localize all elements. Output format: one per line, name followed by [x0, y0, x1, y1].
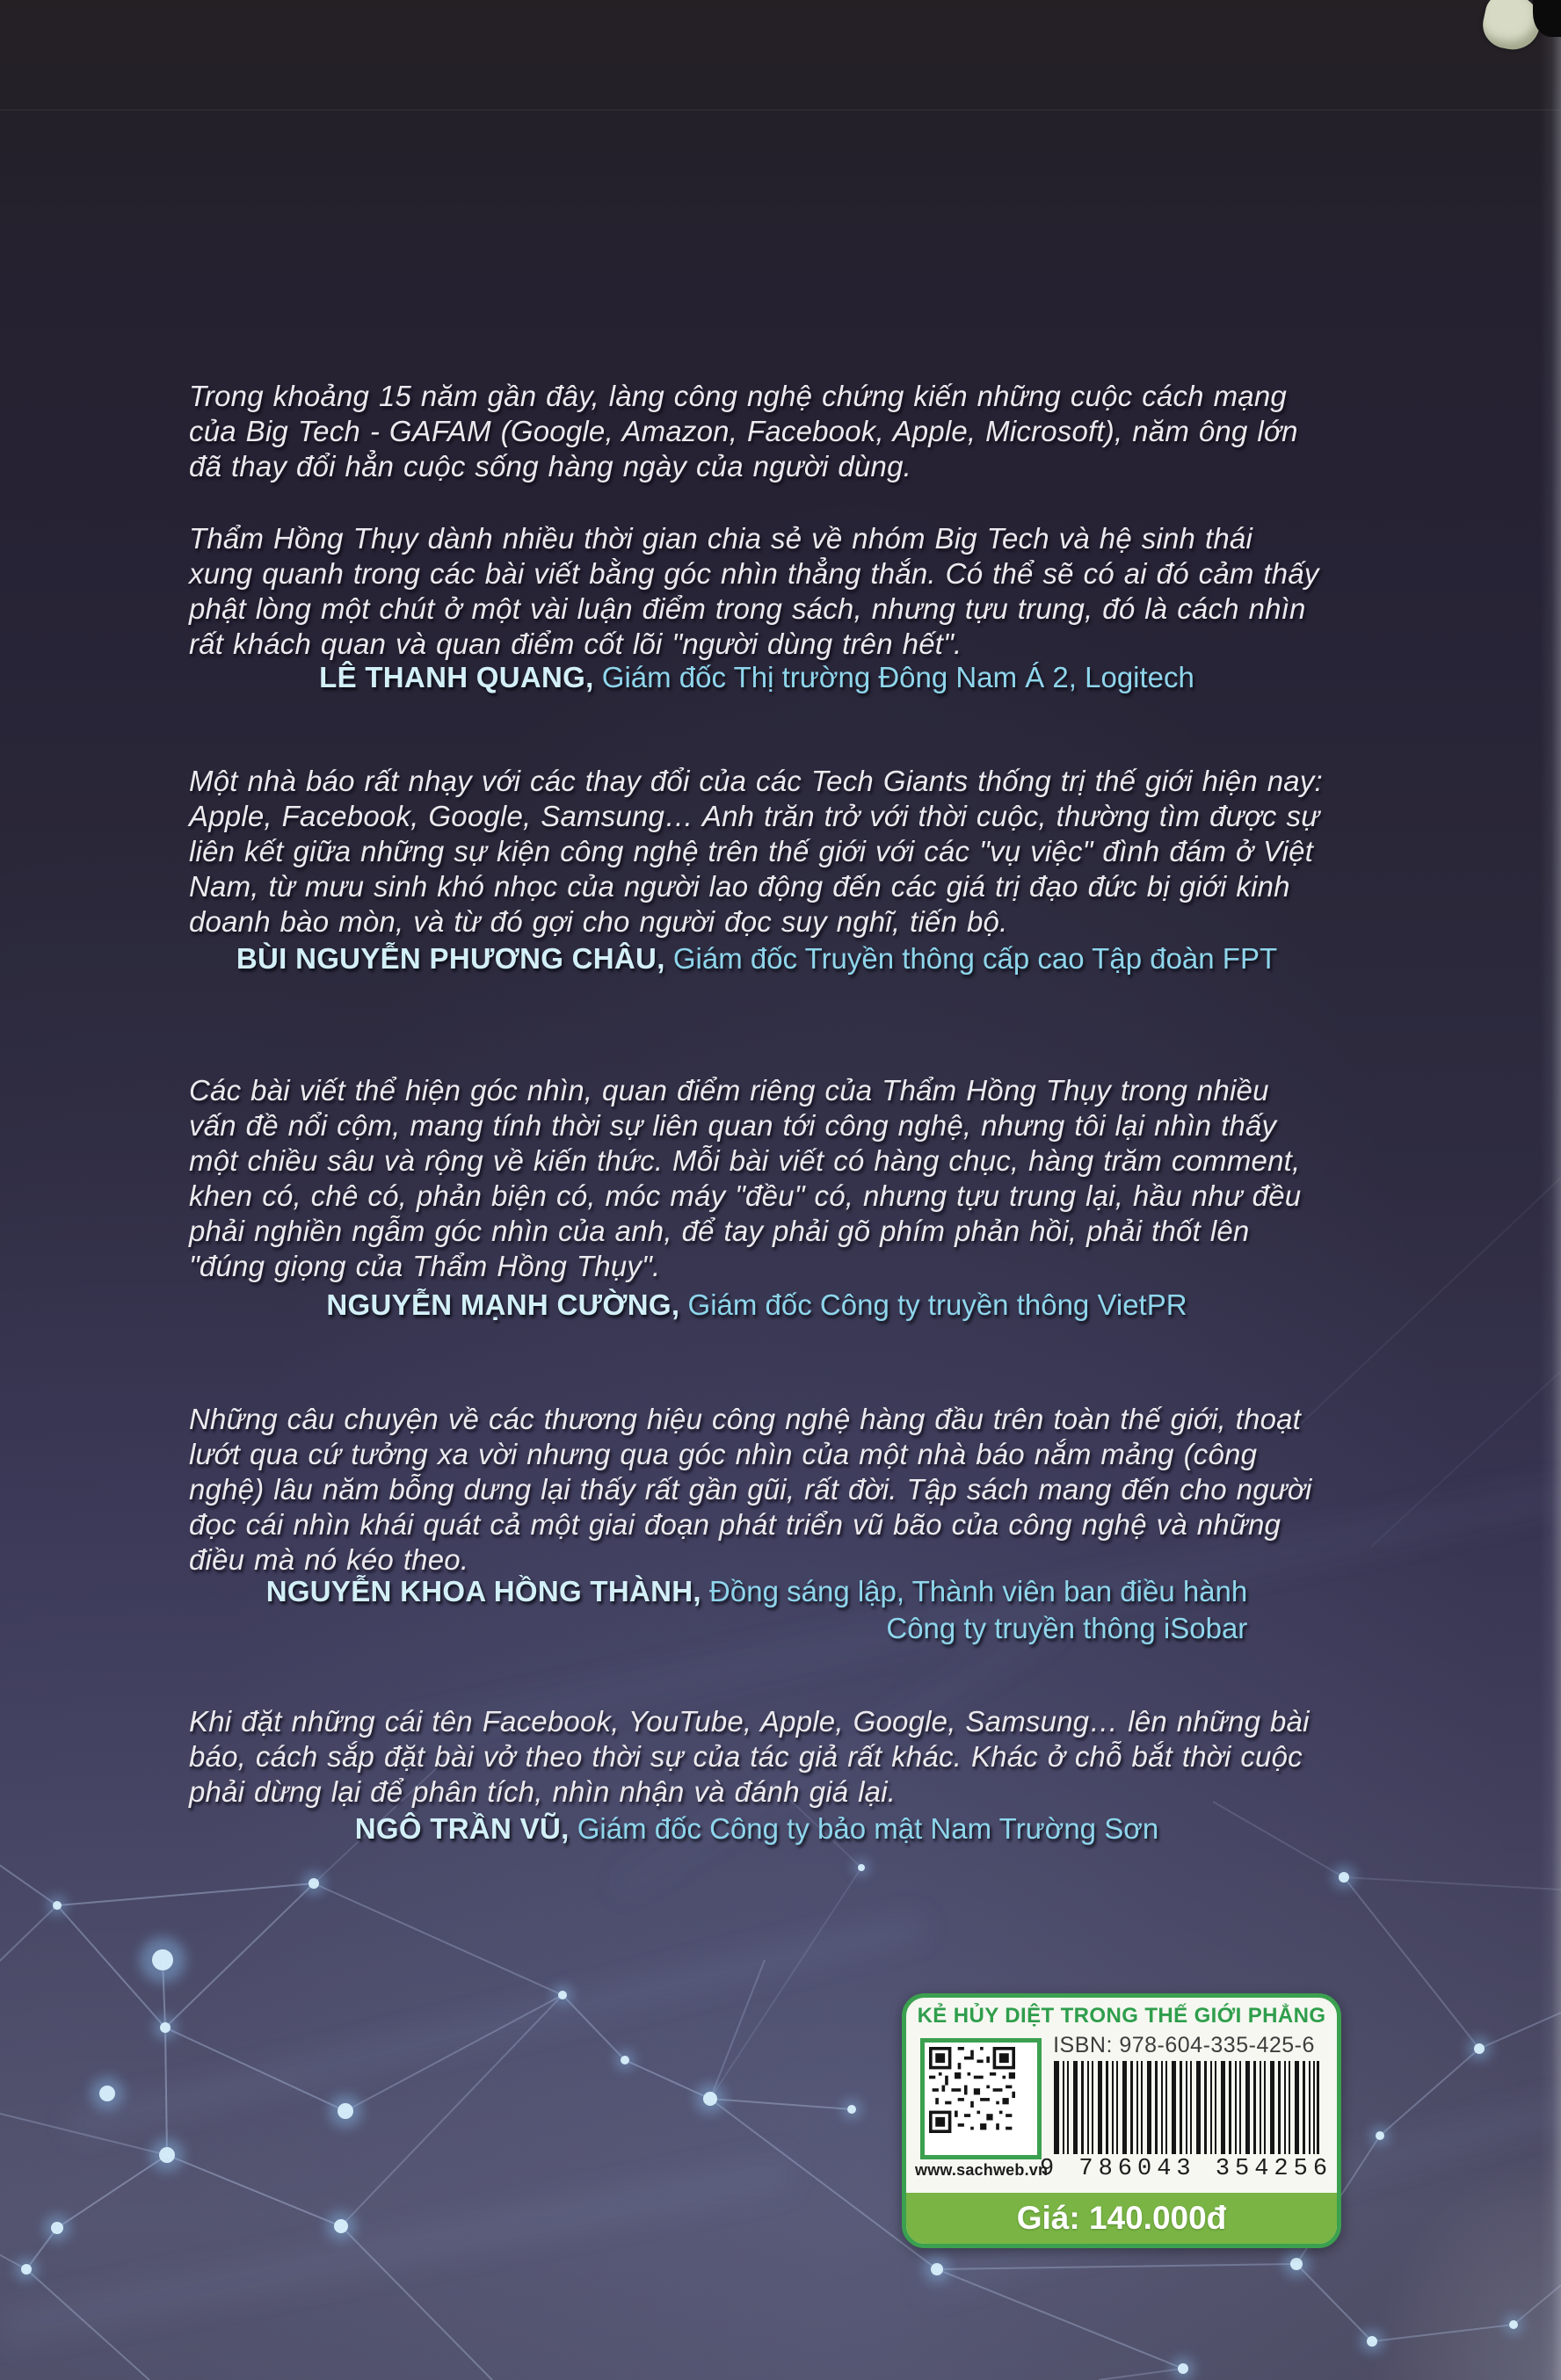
price-barcode-sticker: [902, 1993, 1341, 2248]
publisher-website: www.sachweb.vn: [915, 2161, 1049, 2179]
attribution-role: Giám đốc Công ty truyền thông VietPR: [679, 1288, 1187, 1321]
qr-code: [920, 2038, 1042, 2159]
book-title-on-sticker: KẺ HỦY DIỆT TRONG THẾ GIỚI PHẲNG: [917, 2004, 1326, 2028]
testimonial-quote-6: Khi đặt những cái tên Facebook, YouTube, Apple, Google, Samsung… lên những bài báo, cách sắp đặt bài vở theo thời sự của tác giả rất khác. Khác ở chỗ bắt thời cuộc phải dừng lại để phân tích, nhìn nhận và đánh giá lại.: [189, 1705, 1310, 1808]
testimonial-quote-1: Trong khoảng 15 năm gần đây, làng công nghệ chứng kiến những cuộc cách mạng của Big Tech - GAFAM (Google, Amazon, Facebook, Apple, Microsoft), năm ông lớn đã thay đổi hẳn cuộc sống hàng ngày của người dùng.: [189, 380, 1298, 483]
ean-barcode: [1054, 2061, 1319, 2154]
attribution-role: Giám đốc Công ty bảo mật Nam Trường Sơn: [569, 1812, 1159, 1845]
attribution-le-thanh-quang: [189, 659, 1325, 696]
testimonial-quote-2: Thẩm Hồng Thụy dành nhiều thời gian chia sẻ về nhóm Big Tech và hệ sinh thái xung quanh trong các bài viết bằng góc nhìn thẳng thắn. Có thể sẽ có ai đó cảm thấy phật lòng một chút ở một vài luận điểm trong sách, nhưng tựu trung, đó là cách nhìn rất khách quan và quan điểm cốt lõi "người dùng trên hết".: [189, 522, 1319, 660]
testimonial-quote-5: Những câu chuyện về các thương hiệu công nghệ hàng đầu trên toàn thế giới, thoạt lướt qua cứ tưởng xa vời nhưng qua góc nhìn của một nhà báo nắm mảng (công nghệ) lâu năm bỗng dưng lại thấy rất gần gũi, rất đời. Tập sách mang đến cho người đọc cái nhìn khái quát cả một giai đoạn phát triển vũ bão của công nghệ và những điều mà nó kéo theo.: [189, 1403, 1312, 1576]
attribution-name: BÙI NGUYỄN PHƯƠNG CHÂU,: [236, 942, 665, 975]
attribution-role: Giám đốc Thị trường Đông Nam Á 2, Logitech: [593, 661, 1194, 693]
attribution-role: Giám đốc Truyền thông cấp cao Tập đoàn FPT: [664, 942, 1278, 975]
attribution-two-line: [266, 1573, 1248, 1647]
isbn-text: ISBN: 978-604-335-425-6: [1053, 2033, 1315, 2057]
testimonial-quote-4: Các bài viết thể hiện góc nhìn, quan điểm riêng của Thẩm Hồng Thụy trong nhiều vấn đề nổi cộm, mang tính thời sự liên quan tới công nghệ, nhưng tôi lại nhìn thấy một chiều sâu và rộng về kiến thức. Mỗi bài viết có hàng chục, hàng trăm comment, khen có, chê có, phản biện có, móc máy "đều" có, nhưng tựu trung lại, hầu như đều phải nghiền ngẫm góc nhìn của anh, để tay phải gõ phím phản hồi, phải thốt lên "đúng giọng của Thẩm Hồng Thụy".: [189, 1074, 1302, 1282]
attribution-nguyen-khoa-hong-thanh: [189, 1573, 1325, 1647]
barcode-digits: 9 786043 354256: [1040, 2156, 1333, 2182]
attribution-ngo-tran-vu: [189, 1810, 1325, 1847]
attribution-nguyen-manh-cuong: [189, 1287, 1325, 1324]
attribution-bui-nguyen-phuong-chau: [189, 940, 1325, 977]
testimonial-quote-3: Một nhà báo rất nhạy với các thay đổi của các Tech Giants thống trị thế giới hiện nay: Apple, Facebook, Google, Samsung… Anh trăn trở với thời cuộc, thường tìm được sự liên kết giữa những sự kiện công nghệ trên thế giới với các "vụ việc" đình đám ở Việt Nam, từ mưu sinh khó nhọc của người lao động đến các giá trị đạo đức bị giới kinh doanh bào mòn, và từ đó gợi cho người đọc suy nghĩ, tiến bộ.: [189, 765, 1323, 938]
attribution-name: NGÔ TRẦN VŨ,: [354, 1812, 570, 1845]
attribution-name: NGUYỄN MẠNH CƯỜNG,: [326, 1288, 680, 1321]
sticker-body: [906, 2033, 1337, 2184]
attribution-name: NGUYỄN KHOA HỒNG THÀNH,: [265, 1575, 701, 1607]
attribution-name: LÊ THANH QUANG,: [319, 661, 594, 693]
price-banner: Giá: 140.000đ: [906, 2193, 1337, 2244]
attribution-role-line2: Công ty truyền thông iSobar: [886, 1612, 1248, 1644]
attribution-role: Đồng sáng lập, Thành viên ban điều hành: [701, 1575, 1248, 1607]
